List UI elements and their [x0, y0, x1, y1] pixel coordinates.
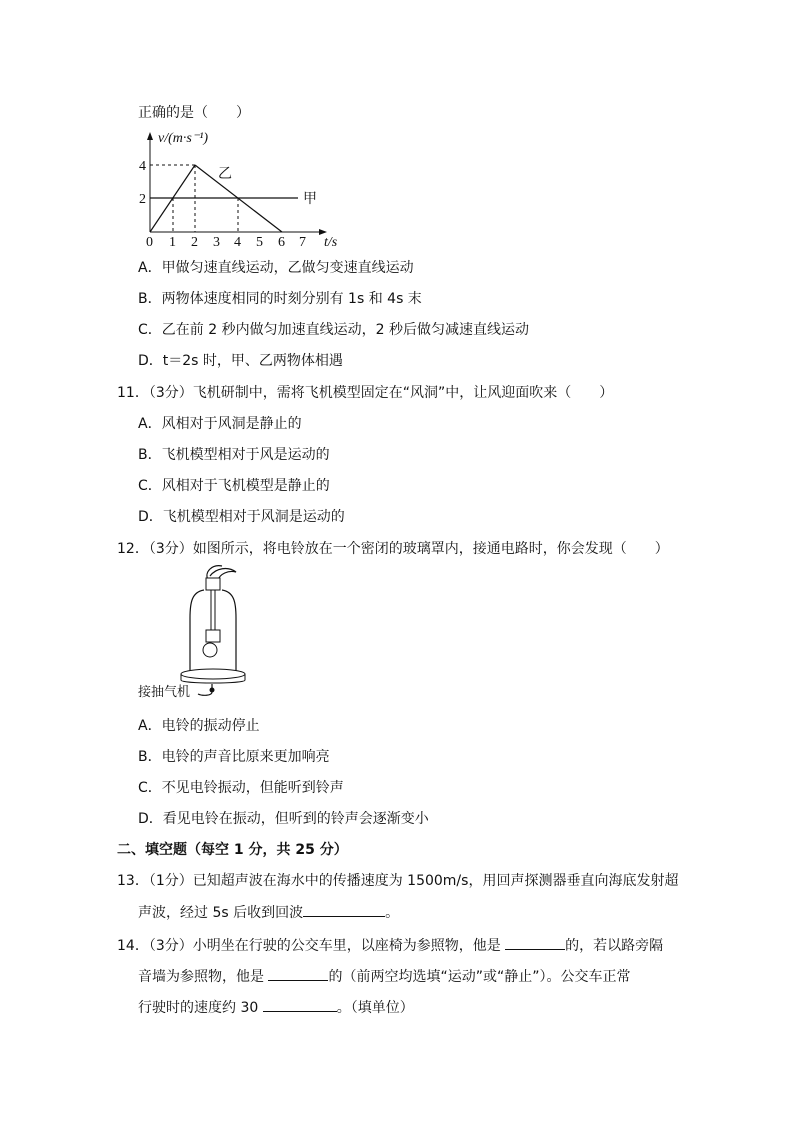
x-tick-7: 7 — [299, 235, 306, 250]
x-axis-label: t/s — [324, 235, 338, 250]
q14-line2 — [138, 966, 630, 987]
y-axis-label: v/(m·s⁻¹) — [158, 131, 209, 146]
x-tick-3: 3 — [213, 235, 220, 250]
q14-line2-post: 的（前两空均选填“运动”或“静止”）。公交车正常 — [328, 969, 631, 985]
q12-option-a: A．电铃的振动停止 — [138, 718, 260, 734]
pipe-valve — [210, 688, 215, 693]
y-axis-arrow — [147, 132, 153, 140]
q14-line2-pre: 音墙为参照物，他是 — [138, 969, 269, 985]
x-tick-2: 2 — [191, 235, 198, 250]
q14-line1-pre: 14．（3分）小明坐在行驶的公交车里，以座椅为参照物，他是 — [117, 938, 506, 954]
q12-figure-label: 接抽气机 — [138, 685, 191, 700]
x-tick-4: 4 — [234, 235, 241, 250]
label-jia: 甲 — [303, 192, 317, 207]
q14-blank-1[interactable] — [505, 935, 565, 950]
x-tick-5: 5 — [256, 235, 263, 250]
q11-option-a: A．风相对于风洞是静止的 — [138, 416, 302, 432]
q11-option-c: C．风相对于飞机模型是静止的 — [138, 478, 330, 494]
q14-line3-post: 。（填单位） — [336, 1000, 414, 1016]
q12-option-d: D．看见电铃在振动，但听到的铃声会逐渐变小 — [138, 811, 429, 827]
q14-line3 — [138, 997, 414, 1018]
q10-stem-tail: 正确的是（ ） — [138, 105, 250, 121]
q14-line1 — [117, 935, 663, 956]
y-tick-4: 4 — [139, 159, 146, 174]
bell-box — [206, 630, 220, 642]
q11-option-d: D．飞机模型相对于风洞是运动的 — [138, 509, 345, 525]
x-tick-1: 1 — [169, 235, 176, 250]
q12-option-c: C．不见电铃振动，但能听到铃声 — [138, 780, 344, 796]
base-top — [181, 669, 245, 679]
q14-line3-pre: 行驶时的速度约 30 — [138, 1000, 263, 1016]
q11-option-b: B．飞机模型相对于风是运动的 — [138, 447, 330, 463]
q13-line2-post: 。 — [385, 905, 400, 921]
x-tick-6: 6 — [278, 235, 285, 250]
q14-blank-2[interactable] — [268, 966, 328, 981]
q10-option-c: C．乙在前 2 秒内做匀加速直线运动，2 秒后做匀减速直线运动 — [138, 322, 529, 338]
q10-option-d: D．t＝2s 时，甲、乙两物体相遇 — [138, 353, 343, 369]
q10-option-b: B．两物体速度相同的时刻分别有 1s 和 4s 末 — [138, 291, 422, 307]
q14-line1-post: 的，若以路旁隔 — [565, 938, 664, 954]
q13-line1: 13．（1分）已知超声波在海水中的传播速度为 1500m/s，用回声探测器垂直向海底发射超 — [117, 873, 679, 889]
label-yi: 乙 — [218, 167, 232, 182]
bell-dome — [203, 643, 217, 657]
stopper — [206, 578, 220, 590]
q13-line2 — [138, 902, 399, 923]
q10-option-a: A．甲做匀速直线运动，乙做匀变速直线运动 — [138, 260, 414, 276]
q12-stem: 12．（3分）如图所示，将电铃放在一个密闭的玻璃罩内，接通电路时，你会发现（ ） — [117, 541, 669, 557]
q13-answer-blank[interactable] — [303, 902, 385, 917]
q11-stem: 11．（3分）飞机研制中，需将飞机模型固定在“风洞”中，让风迎面吹来（ ） — [117, 385, 614, 401]
x-tick-0: 0 — [146, 235, 153, 250]
q14-blank-3[interactable] — [263, 997, 337, 1012]
bell-jar-figure — [138, 562, 248, 702]
q12-option-b: B．电铃的声音比原来更加响亮 — [138, 749, 330, 765]
y-tick-2: 2 — [139, 192, 146, 207]
vt-graph — [138, 128, 358, 250]
q13-line2-pre: 声波，经过 5s 后收到回波 — [138, 905, 304, 921]
section-heading: 二、填空题（每空 1 分，共 25 分） — [117, 842, 348, 858]
